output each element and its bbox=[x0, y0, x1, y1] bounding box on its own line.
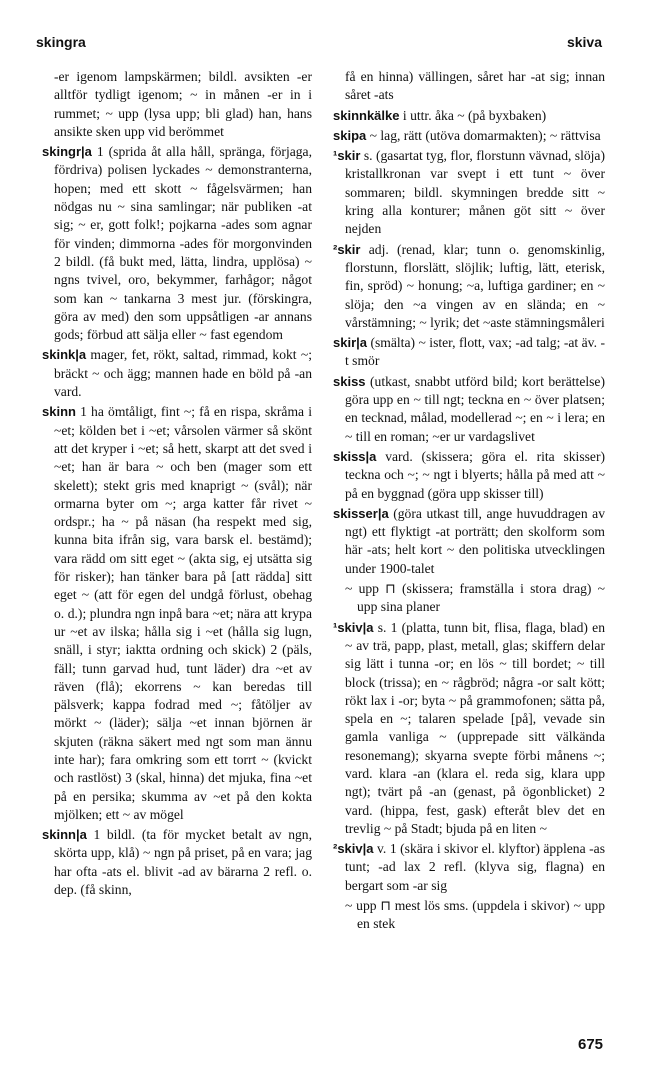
entry-text: 1 ha ömtåligt, fint ~; få en rispa, skråma i ~et; kölden bet i ~et; vårsolen värmer så skönt att det kryper i ~et; så hett, skarpt att det sved i ~et; han är bara ~ och ben (mager som ett skelett); stekt gris med knaprigt ~ (svål); när ormarna byter om ~; arga katter får rivet ~ ordspr.; ha ~ på näsan (ha respekt med sig, kunna bita ifrån sig, vara barsk el. bestämd); vara rädd om sitt eget ~ (akta sig, ej utsätta sig för risker); han tänker bara på [att rädda] sitt eget ~ (att för egen del undgå förlust, obehag o. d.); plundra ngn inpå bara ~et; nära att krypa ur ~et av ilska; hålla sig i ~et (hålla sig lugn, snäll, i styr; iaktta ordning och skick) 2 (päls, fäll; tunn garvad hud, tunt läder) dra ~et av räven (flå); ekorrens ~ kan beredas till pälsverk; kappa fodrad med ~; fåtöljer av mörkt ~ (läder); sälja ~et innan björnen är skjuten (räkna säkert med ngt som man ännu inte har); fara omkring som ett torrt ~ (kvickt och rastlöst) 3 (skal, hinna) det mjuka, fina ~et på en persika; skumma av ~et på den kokta mjölken; ett ~ av mögel bbox=[54, 404, 312, 822]
entry-text: ~ lag, rätt (utöva domarmakten); ~ rättvisa bbox=[366, 127, 601, 143]
entry bbox=[333, 107, 605, 125]
entry-text: v. 1 (skära i skivor el. klyftor) äpplena -as tunt; -ad lax 2 refl. (klyva sig, flagna) en bergart som -ar sig bbox=[345, 841, 605, 893]
entry bbox=[333, 241, 605, 332]
entry-text: -er igenom lampskärmen; bildl. avsikten -er alltför tydligt igenom; ~ in månen -er in i rummet; ~ upp (lysa upp; bli glad) han, hans ansikte sken upp vid berömmet bbox=[54, 69, 312, 139]
entry bbox=[42, 143, 312, 344]
entry-text: adj. (renad, klar; tunn o. genomskinlig, florstunn, florslätt, slöjlik; luftig, lätt, eterisk, fin, spröd) ~ honung; ~a, luftiga gardiner; en ~ slöja; den ~a vingen av en slända; en ~ vårstämning; ~ lyrik; det ~aste stämningsmåleri bbox=[345, 241, 605, 330]
entry-text: 1 (sprida åt alla håll, spränga, förjaga, fördriva) polisen lyckades ~ demonstranterna, hopen; med ett skott ~ fågelsvärmen; han nödgas nu ~ sina samlingar; när publiken -at sig; ~ er, gott folk!; pojkarna -ades som agnar för vinden; dimmorna -ades för morgonvinden 2 bildl. (få bukt med, lätta, lindra, upplösa) ~ ngns tvivel, oro, bekymmer, farhågor; något som kan ~ tankarna 3 mest jur. (förskingra, göra av med) den som uppsåtligen -ar annans gods; förbud att sälja eller ~ fast egendom bbox=[54, 144, 312, 343]
headword: skipa bbox=[333, 127, 367, 143]
entry-text: ~ upp ⊓ mest lös sms. (uppdela i skivor) ~ upp en stek bbox=[345, 898, 605, 932]
entry bbox=[333, 68, 605, 105]
headword: skinn|a bbox=[42, 827, 87, 843]
headword: skisser|a bbox=[333, 505, 389, 521]
entry-text: s. (gasartat tyg, flor, florstunn vävnad, slöja) kristallkronan var svept i ett tunt ~ över sommaren; bildl. skymningen bredde sitt ~ kring alla konturer; månen göt sitt ~ över nejden bbox=[345, 148, 605, 237]
sub-entry bbox=[333, 580, 605, 617]
headword: skiss bbox=[333, 373, 366, 389]
headword: skir|a bbox=[333, 335, 367, 351]
entry bbox=[333, 147, 605, 238]
running-header-right: skiva bbox=[566, 34, 602, 50]
headword: ¹skir bbox=[333, 148, 361, 164]
entry bbox=[42, 68, 312, 141]
headword: skiss|a bbox=[333, 448, 377, 464]
entry-text: (smälta) ~ ister, flott, vax; -ad talg; -at äv. -t smör bbox=[345, 335, 605, 369]
left-column bbox=[42, 68, 312, 901]
entry bbox=[333, 373, 605, 446]
headword: skinn bbox=[42, 404, 76, 420]
headword: ²skiv|a bbox=[333, 841, 374, 857]
entry bbox=[333, 619, 605, 839]
entry-text: 1 bildl. (ta för mycket betalt av ngn, skörta upp, klå) ~ ngn på priset, på en vara; jag har ofta -ats el. blivit -ad av bärarna 2 refl. o. dep. (få skinn, bbox=[54, 827, 312, 898]
entry-text: i uttr. åka ~ (på byxbaken) bbox=[399, 107, 547, 123]
entry-text: mager, fet, rökt, saltad, rimmad, kokt ~; bräckt ~ och ägg; mannen hade en böld på -an vard. bbox=[54, 347, 312, 400]
headword: skink|a bbox=[42, 347, 87, 363]
entry bbox=[333, 127, 605, 145]
entry-text: vard. (skissera; göra el. rita skisser) teckna och ~; ~ ngt i blyerts; hålla på med att ~ på en byggnad (göra upp skisser till) bbox=[345, 448, 605, 501]
entry bbox=[42, 346, 312, 401]
headword: skingr|a bbox=[42, 144, 92, 160]
entry bbox=[333, 505, 605, 578]
page-number: 675 bbox=[578, 1036, 604, 1053]
entry bbox=[333, 448, 605, 503]
entry-text: få en hinna) vällingen, såret har -at sig; innan såret -ats bbox=[345, 69, 605, 103]
headword: ²skir bbox=[333, 241, 361, 257]
entry-text: (utkast, snabbt utförd bild; kort berättelse) göra upp en ~ till ngt; teckna en ~ över platsen; en tecknad, målad, modellerad ~; en ~ i lera; en ~ till en roman; ~er ur vardagslivet bbox=[345, 373, 605, 444]
running-header-left: skingra bbox=[36, 34, 86, 50]
headword: ¹skiv|a bbox=[333, 619, 374, 635]
entry-text: s. 1 (platta, tunn bit, flisa, flaga, blad) en ~ av trä, papp, plast, metall, glas; skiffern delar sig lätt i tunna -or; en lös ~ till bordet; ~ till block (trissa); en ~ rågbröd; några -or salt kött; rökt lax i -or; byta ~ på grammofonen; sätta på, spela en ~; talaren spelade [på], vevade sin gamla vanliga ~ (upprepade sitt välkända resonemang); skyarna svepte förbi månens ~; vard. klara -an (klara el. reda sig, klara upp ngt); tvärt på -an (genast, på ögonblicket) 2 vard. (hippa, fest, gask) efteråt blev det en trevlig ~ på Stadt; bjuda på en liten ~ bbox=[345, 619, 605, 836]
entry-text: (göra utkast till, ange huvuddragen av ngt) ett flyktigt -at porträtt; den skolform som här -ats; helt kort ~ den politiska utvecklingen under 1900-talet bbox=[345, 505, 605, 576]
entry bbox=[42, 403, 312, 824]
entry bbox=[333, 334, 605, 371]
entry-text: ~ upp ⊓ (skissera; framställa i stora drag) ~ upp sina planer bbox=[345, 581, 605, 615]
right-column bbox=[333, 68, 605, 936]
sub-entry bbox=[333, 897, 605, 934]
headword: skinnkälke bbox=[333, 107, 400, 123]
entry bbox=[333, 840, 605, 895]
entry bbox=[42, 826, 312, 899]
